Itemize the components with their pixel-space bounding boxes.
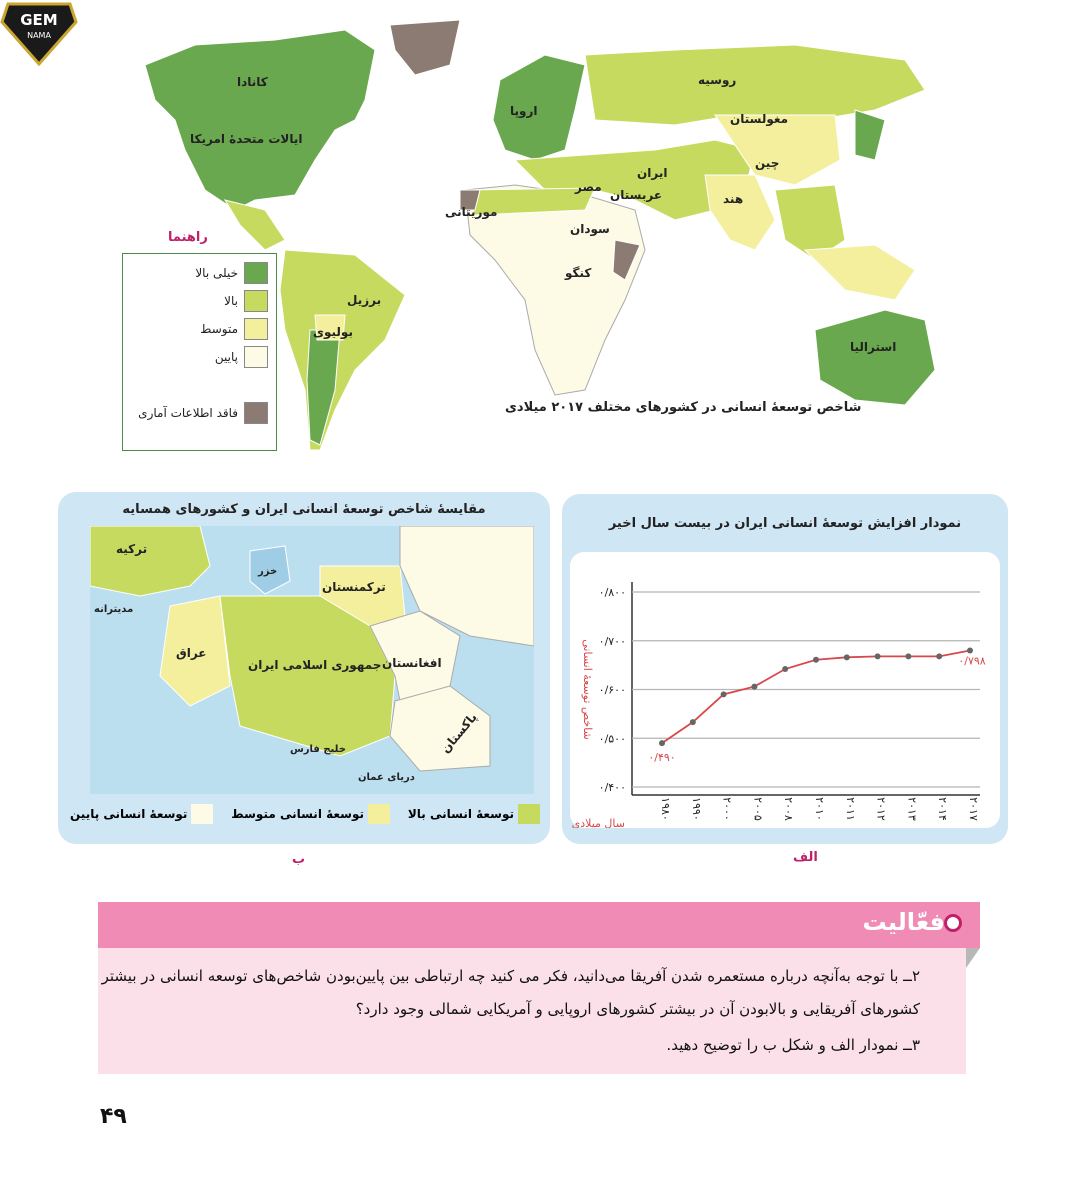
label-afghanistan: افغانستان — [382, 656, 442, 670]
x-tick-label: ۱۹۸۰ — [659, 797, 672, 821]
label-iraq: عراق — [176, 646, 207, 660]
data-point — [936, 653, 942, 659]
label-turkmenistan: ترکمنستان — [322, 580, 386, 594]
panel-b-neighbors — [58, 492, 550, 844]
data-point — [751, 684, 757, 690]
activity-bullet-icon — [944, 914, 962, 932]
data-point — [905, 653, 911, 659]
chart-area — [570, 552, 1000, 828]
logo-text-top: GEM — [20, 11, 58, 29]
label-iran: ایران — [637, 166, 668, 180]
hdi-line-chart — [570, 552, 1000, 828]
label-gulf: خلیج فارس — [290, 744, 346, 755]
x-tick-label: ۲۰۱۱ — [843, 797, 857, 821]
gemnama-logo — [0, 0, 78, 66]
annotation-first: ۰/۴۹۰ — [648, 751, 676, 765]
x-tick-label: ۲۰۰۵ — [751, 797, 765, 821]
legend-label: توسعهٔ انسانی پایین — [70, 807, 188, 821]
activity-header — [98, 902, 980, 948]
series-line — [662, 651, 970, 744]
label-china: چین — [755, 156, 780, 170]
data-point — [721, 691, 727, 697]
label-sudan: سودان — [570, 222, 610, 236]
label-bolivia: بولیوی — [313, 325, 353, 339]
x-tick-label: ۲۰۰۰ — [720, 797, 734, 821]
label-egypt: مصر — [575, 180, 602, 194]
x-tick-label: ۱۹۹۰ — [689, 797, 703, 821]
x-tick-label: ۲۰۱۳ — [905, 797, 919, 821]
y-tick-label: ۰/۵۰۰ — [598, 732, 626, 746]
data-point — [875, 653, 881, 659]
legend-swatch — [518, 804, 540, 824]
legend-label: توسعهٔ انسانی بالا — [407, 807, 514, 821]
legend-swatch — [368, 804, 390, 824]
x-tick-label: ۲۰۱۴ — [936, 797, 950, 821]
label-canada: کانادا — [237, 75, 268, 89]
sub-label-a: الف — [793, 850, 818, 865]
y-tick-label: ۰/۴۰۰ — [598, 781, 626, 794]
data-point — [659, 740, 665, 746]
logo-text-bottom: NAMA — [27, 31, 51, 40]
data-point — [967, 648, 973, 654]
data-point — [690, 719, 696, 725]
legend-swatch — [244, 346, 268, 368]
data-point — [844, 654, 850, 660]
legend-item — [224, 290, 268, 312]
label-europe: اروپا — [510, 104, 538, 118]
x-axis-label: سال میلادی — [571, 817, 625, 828]
map-legend — [122, 253, 277, 451]
legend-swatch — [191, 804, 213, 824]
y-tick-label: ۰/۷۰۰ — [598, 634, 626, 648]
label-caspian: خزر — [258, 566, 278, 577]
map-caption: شاخص توسعهٔ انسانی در کشورهای مختلف ۲۰۱۷ میلادی — [505, 400, 862, 415]
x-tick-label: ۲۰۱۷ — [967, 797, 980, 821]
activity-question-2: ۲ــ با توجه به‌آنچه درباره مستعمره شدن آفریقا می‌دانید، فکر می کنید چه ارتباطی بین پایین‌بودن شاخص‌های توسعه انسانی در بیشتر کشورهای آفریقایی و بالابودن آن در بیشتر کشورهای اروپایی و آمریکایی شمالی وجود دارد؟ — [101, 967, 920, 1018]
y-axis-label: شاخص توسعهٔ انسانی — [581, 639, 594, 740]
legend-item — [215, 346, 268, 368]
label-india: هند — [723, 192, 744, 206]
label-oman-sea: دریای عمان — [358, 772, 415, 783]
data-point — [782, 666, 788, 672]
y-tick-label: ۰/۶۰۰ — [598, 683, 626, 697]
label-iran-center: جمهوری اسلامی ایران — [248, 658, 382, 672]
legend-label: پایین — [214, 350, 238, 364]
legend-item — [138, 402, 268, 424]
data-point — [813, 657, 819, 663]
label-usa: ایالات متحدهٔ امریکا — [190, 132, 303, 146]
legend-label: بالا — [224, 294, 238, 308]
legend-item — [408, 804, 540, 824]
legend-title: راهنما — [168, 230, 208, 245]
activity-question-3: ۳ــ نمودار الف و شکل ب را توضیح دهید. — [666, 1036, 920, 1054]
label-mongolia: مغولستان — [730, 112, 789, 126]
activity-corner — [966, 948, 980, 968]
legend-item — [231, 804, 390, 824]
label-turkey: ترکیه — [116, 542, 148, 556]
panel-a-title: نمودار افزایش توسعهٔ انسانی ایران در بیست سال اخیر — [608, 516, 962, 531]
label-mauritania: موریتانی — [445, 205, 498, 219]
sub-label-b: ب — [292, 852, 306, 867]
label-brazil: برزیل — [347, 293, 382, 307]
neighbors-map — [90, 526, 534, 794]
legend-swatch — [244, 290, 268, 312]
annotation-last: ۰/۷۹۸ — [958, 654, 986, 668]
label-russia: روسیه — [698, 73, 737, 87]
x-tick-label: ۲۰۱۰ — [813, 797, 826, 821]
page-number: ۴۹ — [100, 1104, 127, 1129]
legend-swatch — [244, 402, 268, 424]
legend-item — [200, 318, 268, 340]
legend-item — [195, 262, 268, 284]
x-tick-label: ۲۰۰۸ — [782, 797, 796, 821]
panel-b-title: مقایسهٔ شاخص توسعهٔ انسانی ایران و کشورهای همسایه — [122, 502, 486, 517]
legend-label: متوسط — [200, 322, 238, 336]
legend-item — [70, 804, 213, 824]
x-tick-label: ۲۰۱۲ — [874, 797, 888, 821]
label-pakistan: پاکستان — [438, 710, 480, 756]
panel-b-legend — [70, 802, 540, 826]
label-congo: کنگو — [565, 266, 592, 280]
activity-title: فعّالیت — [862, 908, 945, 936]
y-tick-label: ۰/۸۰۰ — [598, 586, 626, 599]
legend-label: خیلی بالا — [195, 266, 238, 280]
label-med: مدیترانه — [94, 604, 134, 615]
legend-label: توسعهٔ انسانی متوسط — [231, 807, 364, 821]
legend-swatch — [244, 318, 268, 340]
panel-a-chart — [562, 494, 1008, 844]
label-australia: استرالیا — [850, 340, 897, 354]
legend-swatch — [244, 262, 268, 284]
label-arabia: عربستان — [610, 188, 663, 202]
legend-label: فاقد اطلاعات آماری — [138, 406, 238, 420]
